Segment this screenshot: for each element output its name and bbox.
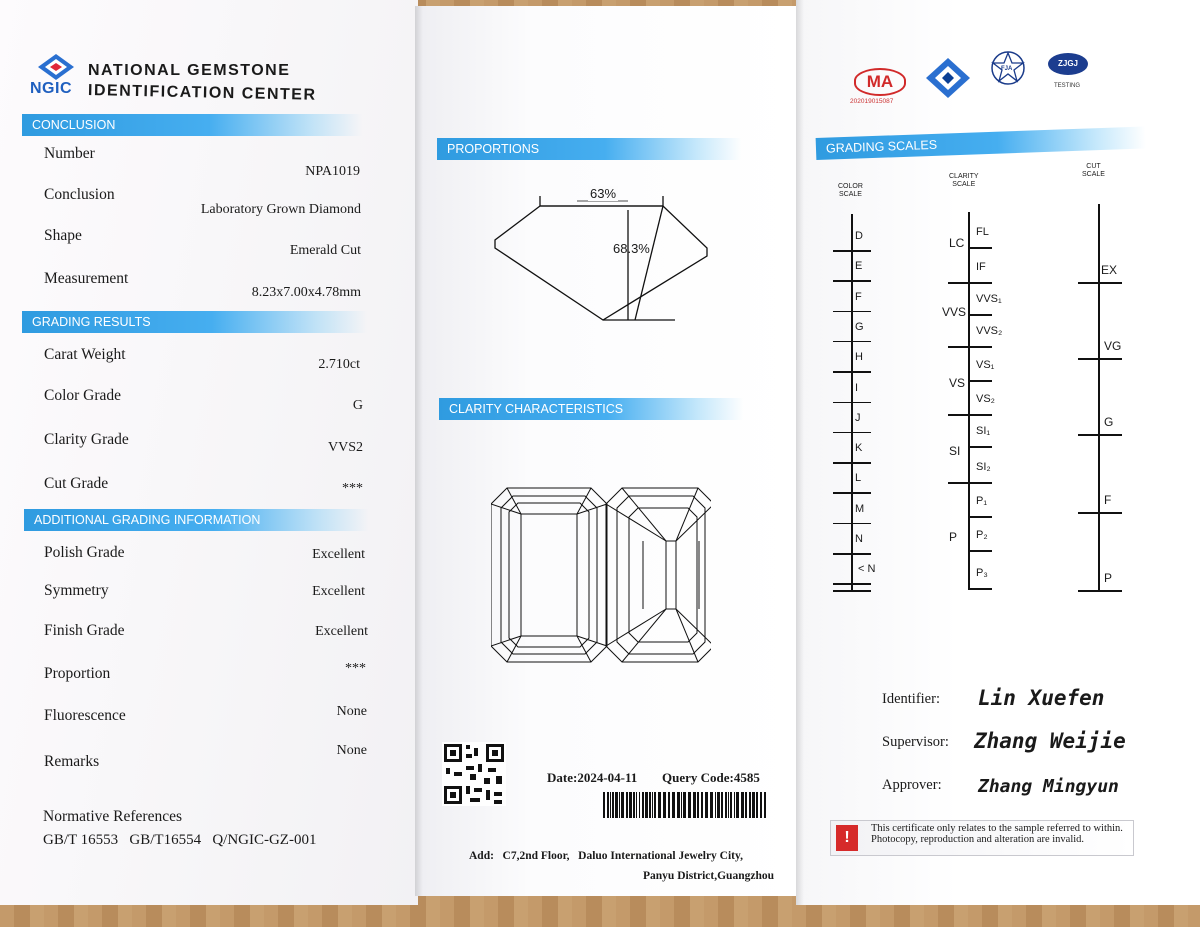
barcode-bar [649,792,651,818]
row-label: Remarks [44,753,100,770]
cut-scale-tick [1078,590,1122,592]
color-scale-tick [833,523,871,525]
barcode-bar [736,792,739,818]
color-grade-label: K [855,442,863,455]
color-grade-label: M [855,502,865,515]
supervisor-signature: Zhang Weijie [974,729,1126,753]
ngic-logo-text: NGIC [30,80,72,97]
fold-shadow [796,0,804,905]
approver-signature: Zhang Mingyun [978,776,1119,797]
row-value: NPA1019 [305,164,360,179]
color-scale-tick [833,492,871,494]
barcode-icon [603,792,767,818]
color-scale-tick [833,371,871,373]
barcode-bar [658,792,661,818]
supervisor-label: Supervisor: [882,734,949,750]
row-label: Polish Grade [44,544,125,561]
warning-icon: ! [836,825,858,851]
color-grade-label: I [855,381,859,394]
clarity-grade-label: P₁ [976,495,988,507]
color-scale-tick [833,432,871,434]
conclusion-header: CONCLUSION [22,114,362,136]
qr-code-icon [442,742,506,806]
barcode-bar [639,792,640,818]
cut-scale-title: CUT SCALE [1082,163,1105,178]
clarity-group-label: P [949,530,958,544]
color-scale-tick [833,590,871,592]
color-grade-label: H [855,351,863,364]
clarity-scale-axis [968,212,970,590]
cut-grade-label: G [1104,415,1114,429]
fja-text: FJA [1001,66,1013,72]
org-name-line2: IDENTIFICATION CENTER [87,82,317,104]
row-value: *** [345,661,366,676]
table-percentage: 63% [590,186,617,201]
barcode-bar [626,792,628,818]
row-label: Conclusion [44,186,115,203]
cut-grade-label: EX [1101,263,1118,277]
clarity-grade-label: P₃ [976,567,988,579]
barcode-bar [721,792,723,818]
barcode-bar [642,792,644,818]
ma-number: 202019015087 [850,98,894,105]
barcode-bar [668,792,670,818]
clarity-group-label: VS [949,376,966,390]
row-value: None [336,743,367,758]
cut-grade-label: P [1104,571,1113,585]
cut-scale-tick [1078,512,1122,514]
row-label: Measurement [44,270,129,287]
certificate-right-panel [796,0,1200,905]
barcode-bar [725,792,727,818]
color-scale-tick [833,341,871,343]
normative-references-list: GB/T 16553 GB/T16554 Q/NGIC-GZ-001 [43,832,317,848]
address-line2: Panyu District,Guangzhou [643,870,774,882]
barcode-bar [654,792,656,818]
row-value: Laboratory Grown Diamond [200,202,361,217]
fold-shadow [415,6,423,896]
clarity-grade-label: VVS₂ [976,325,1003,337]
barcode-bar [681,792,682,818]
color-scale-tick [833,402,871,404]
identifier-signature: Lin Xuefen [978,686,1105,710]
cut-scale-tick [1078,282,1122,284]
row-label: Color Grade [44,387,122,404]
barcode-bar [710,792,713,818]
barcode-bar [705,792,708,818]
testing-text: TESTING [1054,83,1081,89]
color-scale-tick [833,583,871,585]
cut-grade-label: F [1104,493,1112,507]
disclaimer-box [830,820,1134,856]
barcode-bar [603,792,605,818]
barcode-bar [683,792,686,818]
row-value: 2.710ct [318,357,360,372]
clarity-grade-label: SI₁ [976,425,991,437]
barcode-bar [728,792,729,818]
barcode-bar [756,792,758,818]
ma-seal-icon: MA [854,68,906,96]
barcode-bar [629,792,632,818]
barcode-bar [717,792,720,818]
approver-label: Approver: [882,777,942,793]
color-grade-label: N [855,533,863,545]
row-value: *** [342,481,363,496]
color-scale-axis [851,214,853,592]
color-scale-tick [833,553,871,555]
color-scale-title: COLOR SCALE [838,183,863,198]
issue-date: Date:2024-04-11 [547,770,638,785]
clarity-scale-tick [968,516,992,518]
clarity-group-label: SI [949,444,961,458]
ngic-mark-icon [926,58,970,98]
row-value: Emerald Cut [289,243,361,258]
color-scale-tick [833,462,871,464]
color-grade-label: E [855,260,863,273]
normative-references-title: Normative References [43,808,183,825]
clarity-scale-tick [968,446,992,448]
barcode-bar [688,792,691,818]
row-label: Finish Grade [44,622,125,639]
row-label: Number [44,145,95,162]
barcode-bar [701,792,703,818]
clarity-grade-label: VVS₁ [976,293,1002,305]
barcode-bar [752,792,755,818]
barcode-bar [645,792,648,818]
clarity-grade-label: VS₁ [976,359,995,371]
barcode-bar [612,792,614,818]
barcode-bar [764,792,766,818]
color-scale-tick [833,250,871,252]
row-value: Excellent [312,547,365,562]
barcode-bar [760,792,762,818]
barcode-bar [636,792,637,818]
barcode-bar [652,792,653,818]
barcode-bar [619,792,620,818]
row-value: Excellent [315,624,368,639]
clarity-scale-tick [968,550,992,552]
barcode-bar [607,792,609,818]
color-grade-label: D [855,230,863,242]
depth-percentage: 68.3% [613,241,650,256]
clarity-scale-tick [948,482,992,484]
barcode-bar [663,792,666,818]
row-label: Cut Grade [44,475,109,492]
grading-results-header: GRADING RESULTS [22,311,367,333]
row-value: 8.23x7.00x4.78mm [251,285,361,300]
clarity-scale-tick [948,346,992,348]
barcode-bar [745,792,747,818]
color-scale-tick [833,311,871,313]
certificate-left-panel [0,0,418,905]
row-label: Clarity Grade [44,431,129,448]
color-grade-label: F [855,290,862,303]
barcode-bar [734,792,735,818]
color-scale-tick [833,280,871,282]
ngic-logo-icon [38,54,74,80]
barcode-bar [741,792,744,818]
clarity-grade-label: SI₂ [976,461,991,473]
barcode-bar [697,792,699,818]
additional-grading-header: ADDITIONAL GRADING INFORMATION [24,509,369,531]
clarity-grade-label: IF [976,261,986,273]
barcode-bar [633,792,635,818]
row-value: None [336,704,367,719]
clarity-grade-label: VS₂ [976,393,995,405]
barcode-bar [615,792,618,818]
row-label: Carat Weight [44,346,126,363]
clarity-group-label: LC [949,236,965,250]
row-value: VVS2 [327,440,363,455]
cut-scale-tick [1078,434,1122,436]
clarity-scale-tick [948,414,992,416]
color-grade-label: < N [858,563,876,576]
clarity-scale-tick [968,247,992,249]
identifier-label: Identifier: [882,691,940,707]
row-label: Shape [44,227,82,244]
zjgj-seal-icon: ZJGJ [1048,53,1088,75]
certificate-middle-panel [415,6,798,896]
color-grade-label: L [855,472,862,485]
clarity-scale-title: CLARITY SCALE [949,173,979,188]
query-code: Query Code:4585 [662,770,760,785]
color-grade-label: G [855,320,864,333]
clarity-characteristics-header: CLARITY CHARACTERISTICS [439,398,744,420]
address-line1: Add: C7,2nd Floor, Daluo International Jewelry City, [469,850,743,862]
barcode-bar [672,792,675,818]
clarity-scale-tick [968,314,992,316]
row-value: Excellent [312,584,365,599]
clarity-grade-label: P₂ [976,529,988,541]
barcode-bar [749,792,751,818]
clarity-scale-tick [948,282,992,284]
row-label: Proportion [44,665,111,682]
cut-scale-axis [1098,204,1100,592]
disclaimer-text: This certificate only relates to the sample referred to within. Photocopy, reproduction and alteration are invalid. [871,823,1123,845]
clarity-scale-tick [968,380,992,382]
cut-grade-label: VG [1104,339,1122,353]
clarity-plot-diagram [491,486,711,666]
barcode-bar [621,792,624,818]
org-name-line1: NATIONAL GEMSTONE [88,62,291,79]
barcode-bar [715,792,716,818]
proportions-header: PROPORTIONS [437,138,742,160]
clarity-group-label: VVS [942,305,967,319]
barcode-bar [730,792,732,818]
row-label: Fluorescence [44,707,126,724]
row-value: G [352,398,363,413]
clarity-scale-tick [968,588,992,590]
barcode-bar [693,792,696,818]
color-grade-label: J [855,411,861,424]
cut-scale-tick [1078,358,1122,360]
barcode-bar [610,792,611,818]
clarity-grade-label: FL [976,226,989,238]
row-label: Symmetry [44,582,109,599]
grading-scales-header: GRADING SCALES [816,126,1147,160]
barcode-bar [677,792,680,818]
